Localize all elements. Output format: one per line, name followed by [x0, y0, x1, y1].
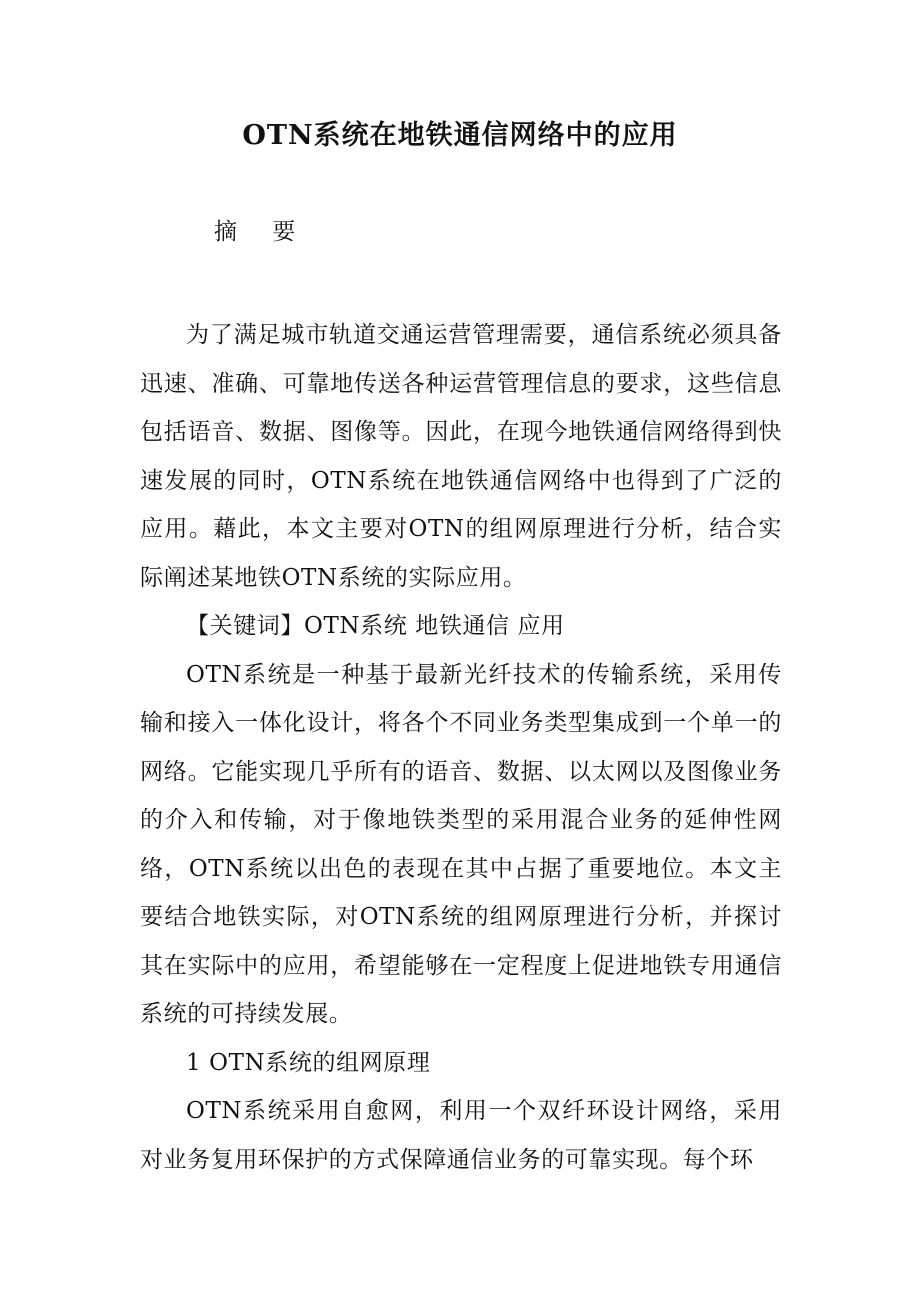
- section-paragraph: OTN系统采用自愈网，利用一个双纤环设计网络，采用对业务复用环保护的方式保障通信业务的可靠实现。每个环: [140, 1098, 782, 1173]
- intro-paragraph: OTN系统是一种基于最新光纤技术的传输系统，采用传输和接入一体化设计，将各个不同业务类型集成到一个单一的网络。它能实现几乎所有的语音、数据、以太网以及图像业务的介入和传输，对于像地铁类型的采用混合业务的延伸性网络，OTN系统以出色的表现在其中占据了重要地位。本文主要结合地铁实际，对OTN系统的组网原理进行分析，并探讨其在实际中的应用，希望能够在一定程度上促进地铁专用通信系统的可持续发展。: [140, 661, 782, 1027]
- abstract-heading: 摘 要: [214, 219, 310, 245]
- section-heading: 1 OTN系统的组网原理: [186, 1049, 431, 1076]
- document-title: OTN系统在地铁通信网络中的应用: [242, 120, 678, 151]
- keywords-line: 【关键词】OTN系统 地铁通信 应用: [186, 613, 565, 639]
- abstract-paragraph: 为了满足城市轨道交通运营管理需要，通信系统必须具备迅速、准确、可靠地传送各种运营管理信息的要求，这些信息包括语音、数据、图像等。因此，在现今地铁通信网络得到快速发展的同时，OTN系统在地铁通信网络中也得到了广泛的应用。藉此，本文主要对OTN的组网原理进行分析，结合实际阐述某地铁OTN系统的实际应用。: [140, 322, 782, 591]
- document-body: [140, 311, 782, 1184]
